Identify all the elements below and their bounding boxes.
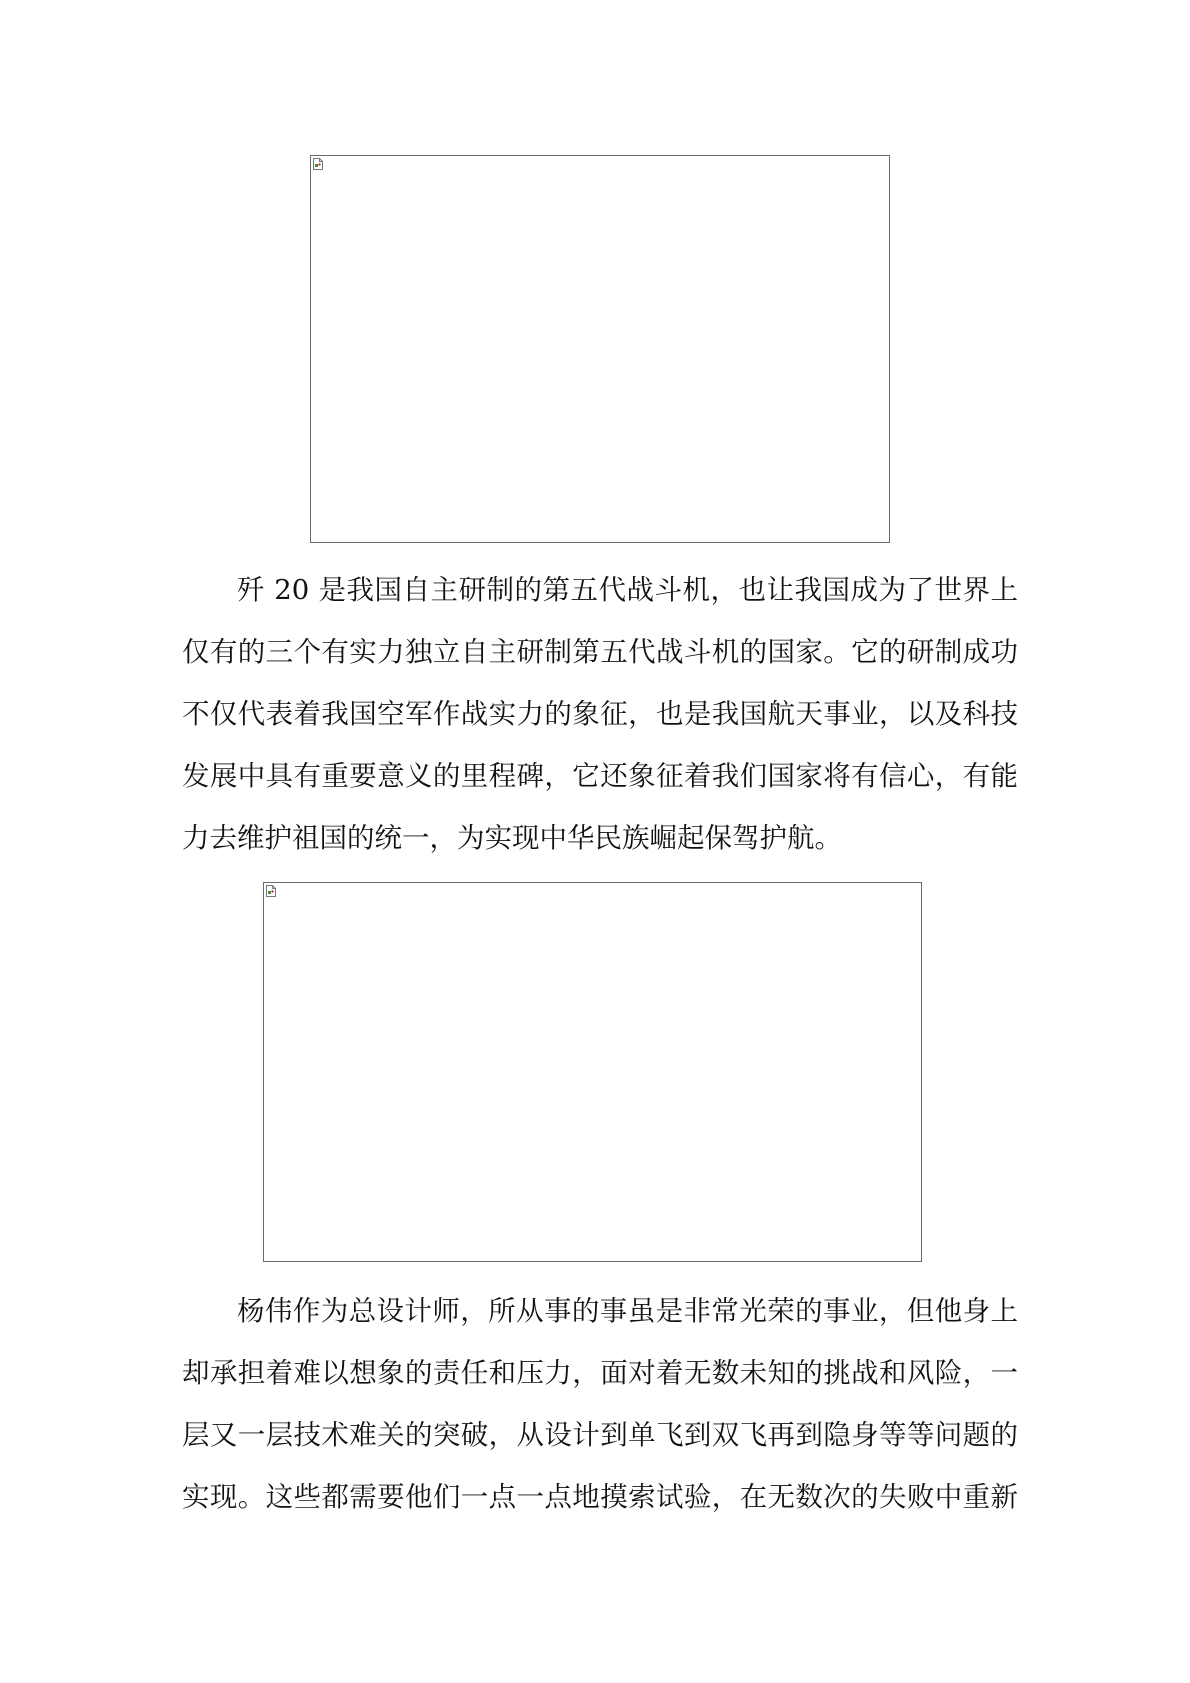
paragraph xyxy=(182,1280,1018,1528)
text-line: 层又一层技术难关的突破，从设计到单飞到双飞再到隐身等等问题的 xyxy=(182,1419,1018,1451)
broken-image-icon xyxy=(313,158,323,170)
text-line: 歼 20 是我国自主研制的第五代战斗机，也让我国成为了世界上 xyxy=(237,574,1018,606)
broken-image-icon xyxy=(266,885,276,897)
text-line: 仅有的三个有实力独立自主研制第五代战斗机的国家。它的研制成功 xyxy=(182,636,1018,668)
image-placeholder xyxy=(263,882,922,1262)
text-line: 不仅代表着我国空军作战实力的象征，也是我国航天事业，以及科技 xyxy=(182,698,1018,730)
text-line: 实现。这些都需要他们一点一点地摸索试验，在无数次的失败中重新 xyxy=(182,1481,1018,1513)
text-line: 却承担着难以想象的责任和压力，面对着无数未知的挑战和风险，一 xyxy=(182,1357,1018,1389)
text-line: 发展中具有重要意义的里程碑，它还象征着我们国家将有信心，有能 xyxy=(182,760,1018,792)
image-placeholder xyxy=(310,155,890,543)
paragraph xyxy=(182,559,1018,869)
text-line: 杨伟作为总设计师，所从事的事虽是非常光荣的事业，但他身上 xyxy=(237,1295,1018,1327)
text-line: 力去维护祖国的统一，为实现中华民族崛起保驾护航。 xyxy=(182,822,842,854)
